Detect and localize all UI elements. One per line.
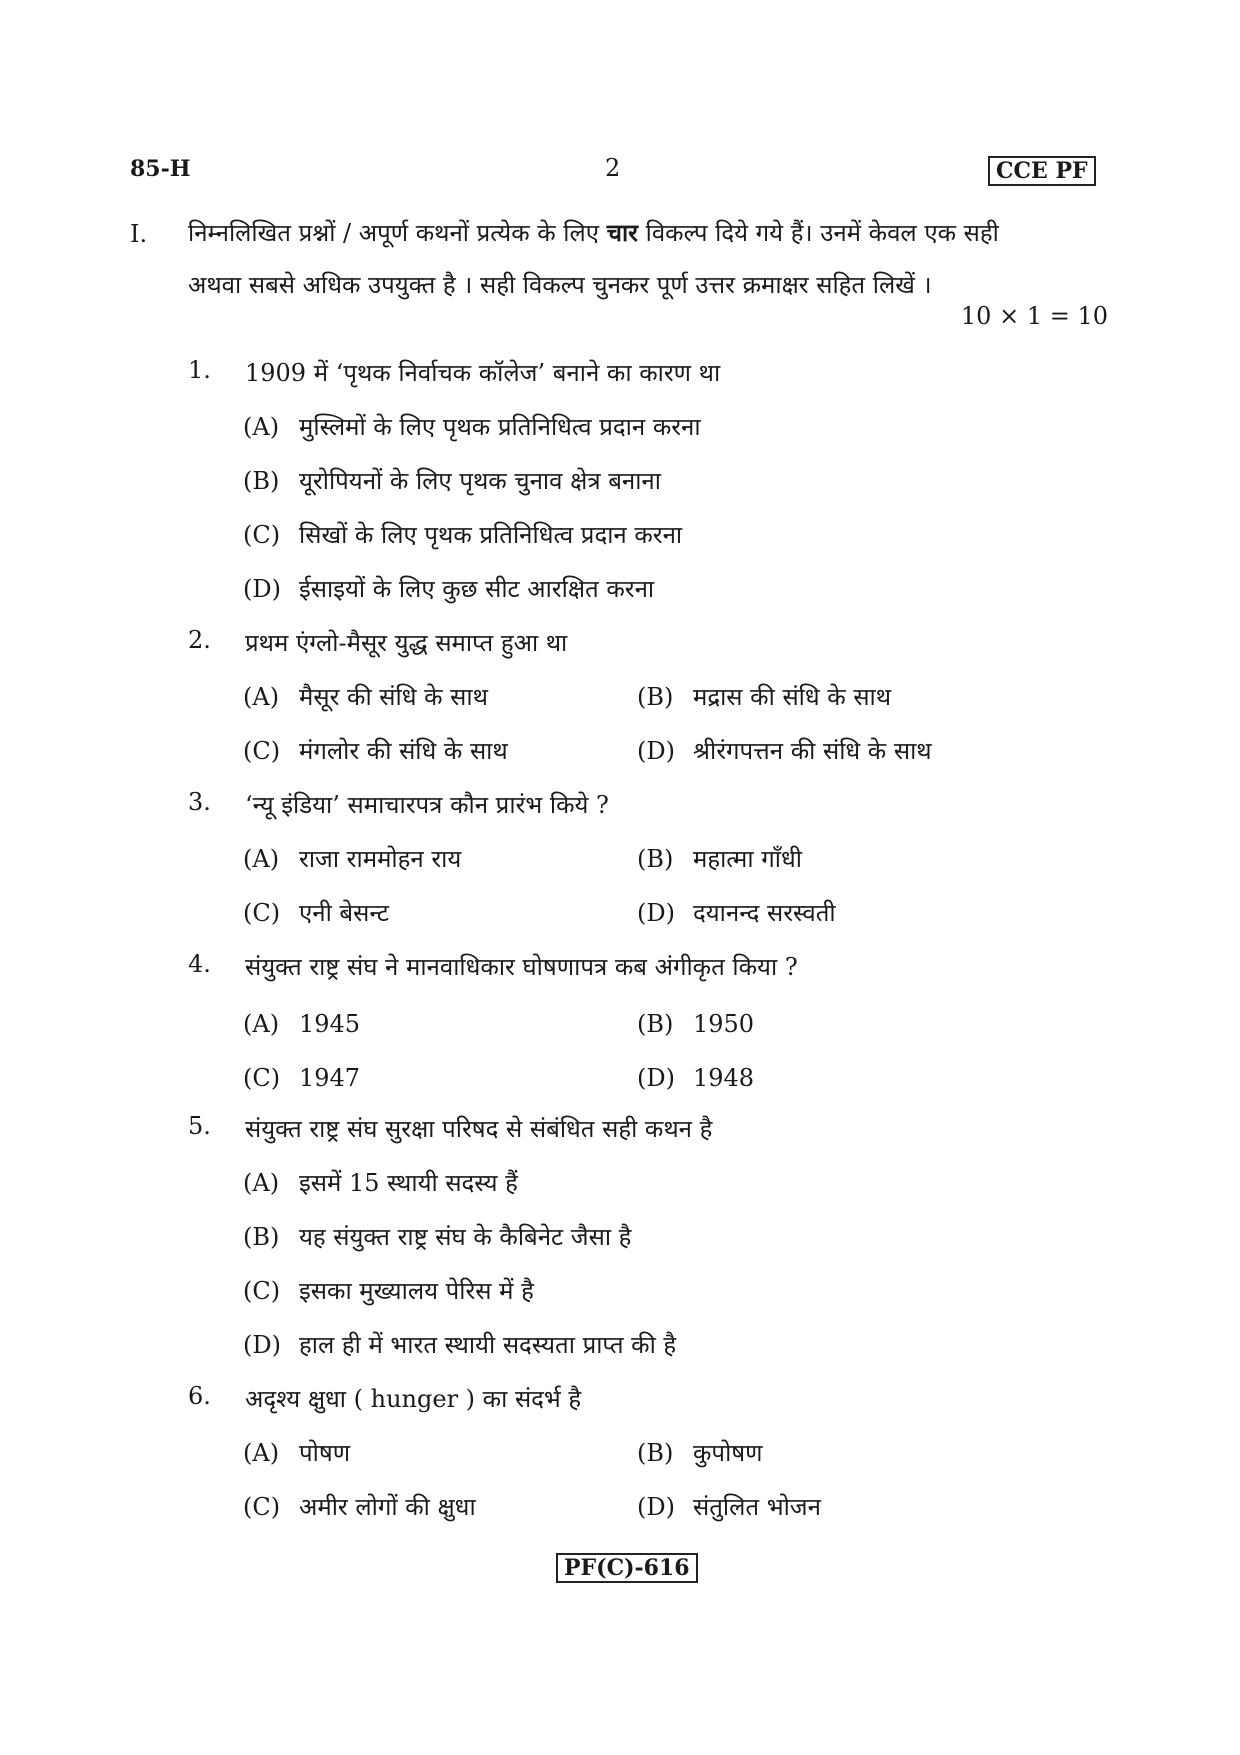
question-number: 3. (188, 788, 211, 816)
option (243, 464, 661, 497)
option-text: श्रीरंगपत्तन की संधि के साथ (693, 737, 932, 765)
option (637, 896, 836, 929)
section-marks: 10 × 1 = 10 (960, 302, 1108, 330)
option-label: (C) (243, 1493, 281, 1521)
question-number: 2. (188, 626, 211, 654)
option (243, 1490, 476, 1523)
option-label: (C) (243, 1064, 281, 1092)
instruction-text-post: विकल्प दिये गये हैं। उनमें केवल एक सही (637, 219, 999, 247)
option-label: (D) (637, 1064, 675, 1092)
option-text: महात्मा गाँधी (693, 845, 802, 873)
option-label: (A) (243, 1439, 280, 1467)
option-label: (B) (637, 845, 674, 873)
question-text: संयुक्त राष्ट्र संघ सुरक्षा परिषद से संबंधित सही कथन है (245, 1115, 713, 1143)
option-label: (B) (243, 467, 280, 495)
option-text: राजा राममोहन राय (299, 845, 462, 873)
option-text: 1948 (693, 1064, 755, 1092)
option-label: (A) (243, 1010, 280, 1038)
option-label: (B) (637, 1010, 674, 1038)
question-text: संयुक्त राष्ट्र संघ ने मानवाधिकार घोषणापत्र कब अंगीकृत किया ? (245, 953, 798, 981)
option-label: (D) (637, 899, 675, 927)
option-label: (B) (637, 1439, 674, 1467)
option-text: 1947 (299, 1064, 361, 1092)
option-text: यह संयुक्त राष्ट्र संघ के कैबिनेट जैसा है (299, 1223, 632, 1251)
option (637, 1064, 754, 1092)
option (243, 1220, 631, 1253)
option-label: (A) (243, 683, 280, 711)
option-text: सिखों के लिए पृथक प्रतिनिधित्व प्रदान करना (299, 521, 683, 549)
option-label: (A) (243, 845, 280, 873)
instruction-emphasis: चार (606, 218, 638, 247)
question-number: 6. (188, 1382, 211, 1410)
option-text: संतुलित भोजन (693, 1493, 821, 1521)
option (243, 1274, 534, 1307)
option-text: अमीर लोगों की क्षुधा (299, 1493, 476, 1521)
paper-code-box: CCE PF (988, 156, 1096, 186)
question-number: 4. (188, 950, 211, 978)
option-label: (C) (243, 1277, 281, 1305)
option-text: कुपोषण (693, 1439, 763, 1467)
option (243, 680, 488, 713)
option-label: (C) (243, 899, 281, 927)
option-text: 1945 (299, 1010, 361, 1038)
option-label: (A) (243, 1169, 280, 1197)
option-text: दयानन्द सरस्वती (693, 899, 836, 927)
option-label: (D) (637, 1493, 675, 1521)
option-text: ईसाइयों के लिए कुछ सीट आरक्षित करना (299, 575, 655, 603)
option (637, 842, 802, 875)
instruction-text-pre: निम्नलिखित प्रश्नों / अपूर्ण कथनों प्रत्येक के लिए (188, 219, 607, 247)
option-text: पोषण (299, 1439, 351, 1467)
page-number: 2 (605, 154, 621, 182)
option-text: हाल ही में भारत स्थायी सदस्यता प्राप्त की है (299, 1331, 677, 1359)
question-text: प्रथम एंग्लो-मैसूर युद्ध समाप्त हुआ था (245, 629, 568, 657)
option (637, 1010, 754, 1038)
option-text: मंगलोर की संधि के साथ (299, 737, 508, 765)
option (243, 410, 701, 443)
subject-code: 85-H (130, 156, 191, 182)
question-text: 1909 में ‘पृथक निर्वाचक कॉलेज’ बनाने का कारण था (245, 359, 721, 387)
section-instruction-line1 (188, 216, 1108, 249)
option-text: एनी बेसन्ट (299, 899, 389, 927)
question-number: 1. (188, 356, 211, 384)
option-label: (B) (637, 683, 674, 711)
question-number: 5. (188, 1112, 211, 1140)
option (637, 1436, 763, 1469)
option-label: (C) (243, 737, 281, 765)
section-instruction-line2: अथवा सबसे अधिक उपयुक्त है । सही विकल्प चुनकर पूर्ण उत्तर क्रमाक्षर सहित लिखें । (188, 271, 932, 299)
option (243, 1328, 676, 1361)
option-text: मुस्लिमों के लिए पृथक प्रतिनिधित्व प्रदान करना (299, 413, 701, 441)
section-number: I. (130, 220, 148, 248)
option (243, 842, 461, 875)
question-text: अदृश्य क्षुधा ( hunger ) का संदर्भ है (245, 1385, 582, 1413)
option-text: 1950 (693, 1010, 755, 1038)
option (243, 896, 389, 929)
option-label: (A) (243, 413, 280, 441)
option (243, 734, 508, 767)
option-text: मद्रास की संधि के साथ (693, 683, 892, 711)
option (637, 680, 891, 713)
option (243, 1436, 350, 1469)
option (243, 1010, 360, 1038)
option (243, 1064, 360, 1092)
option (243, 1166, 518, 1199)
option-text: इसमें 15 स्थायी सदस्य हैं (299, 1169, 518, 1197)
question-text: ‘न्यू इंडिया’ समाचारपत्र कौन प्रारंभ किये ? (245, 791, 609, 819)
option (637, 734, 932, 767)
option (243, 572, 654, 605)
footer-code-box: PF(C)-616 (556, 1553, 698, 1583)
option (243, 518, 682, 551)
option (637, 1490, 821, 1523)
option-label: (D) (243, 575, 281, 603)
option-text: इसका मुख्यालय पेरिस में है (299, 1277, 534, 1305)
option-label: (D) (243, 1331, 281, 1359)
option-label: (C) (243, 521, 281, 549)
option-text: यूरोपियनों के लिए पृथक चुनाव क्षेत्र बनाना (299, 467, 661, 495)
option-label: (D) (637, 737, 675, 765)
option-text: मैसूर की संधि के साथ (299, 683, 488, 711)
option-label: (B) (243, 1223, 280, 1251)
